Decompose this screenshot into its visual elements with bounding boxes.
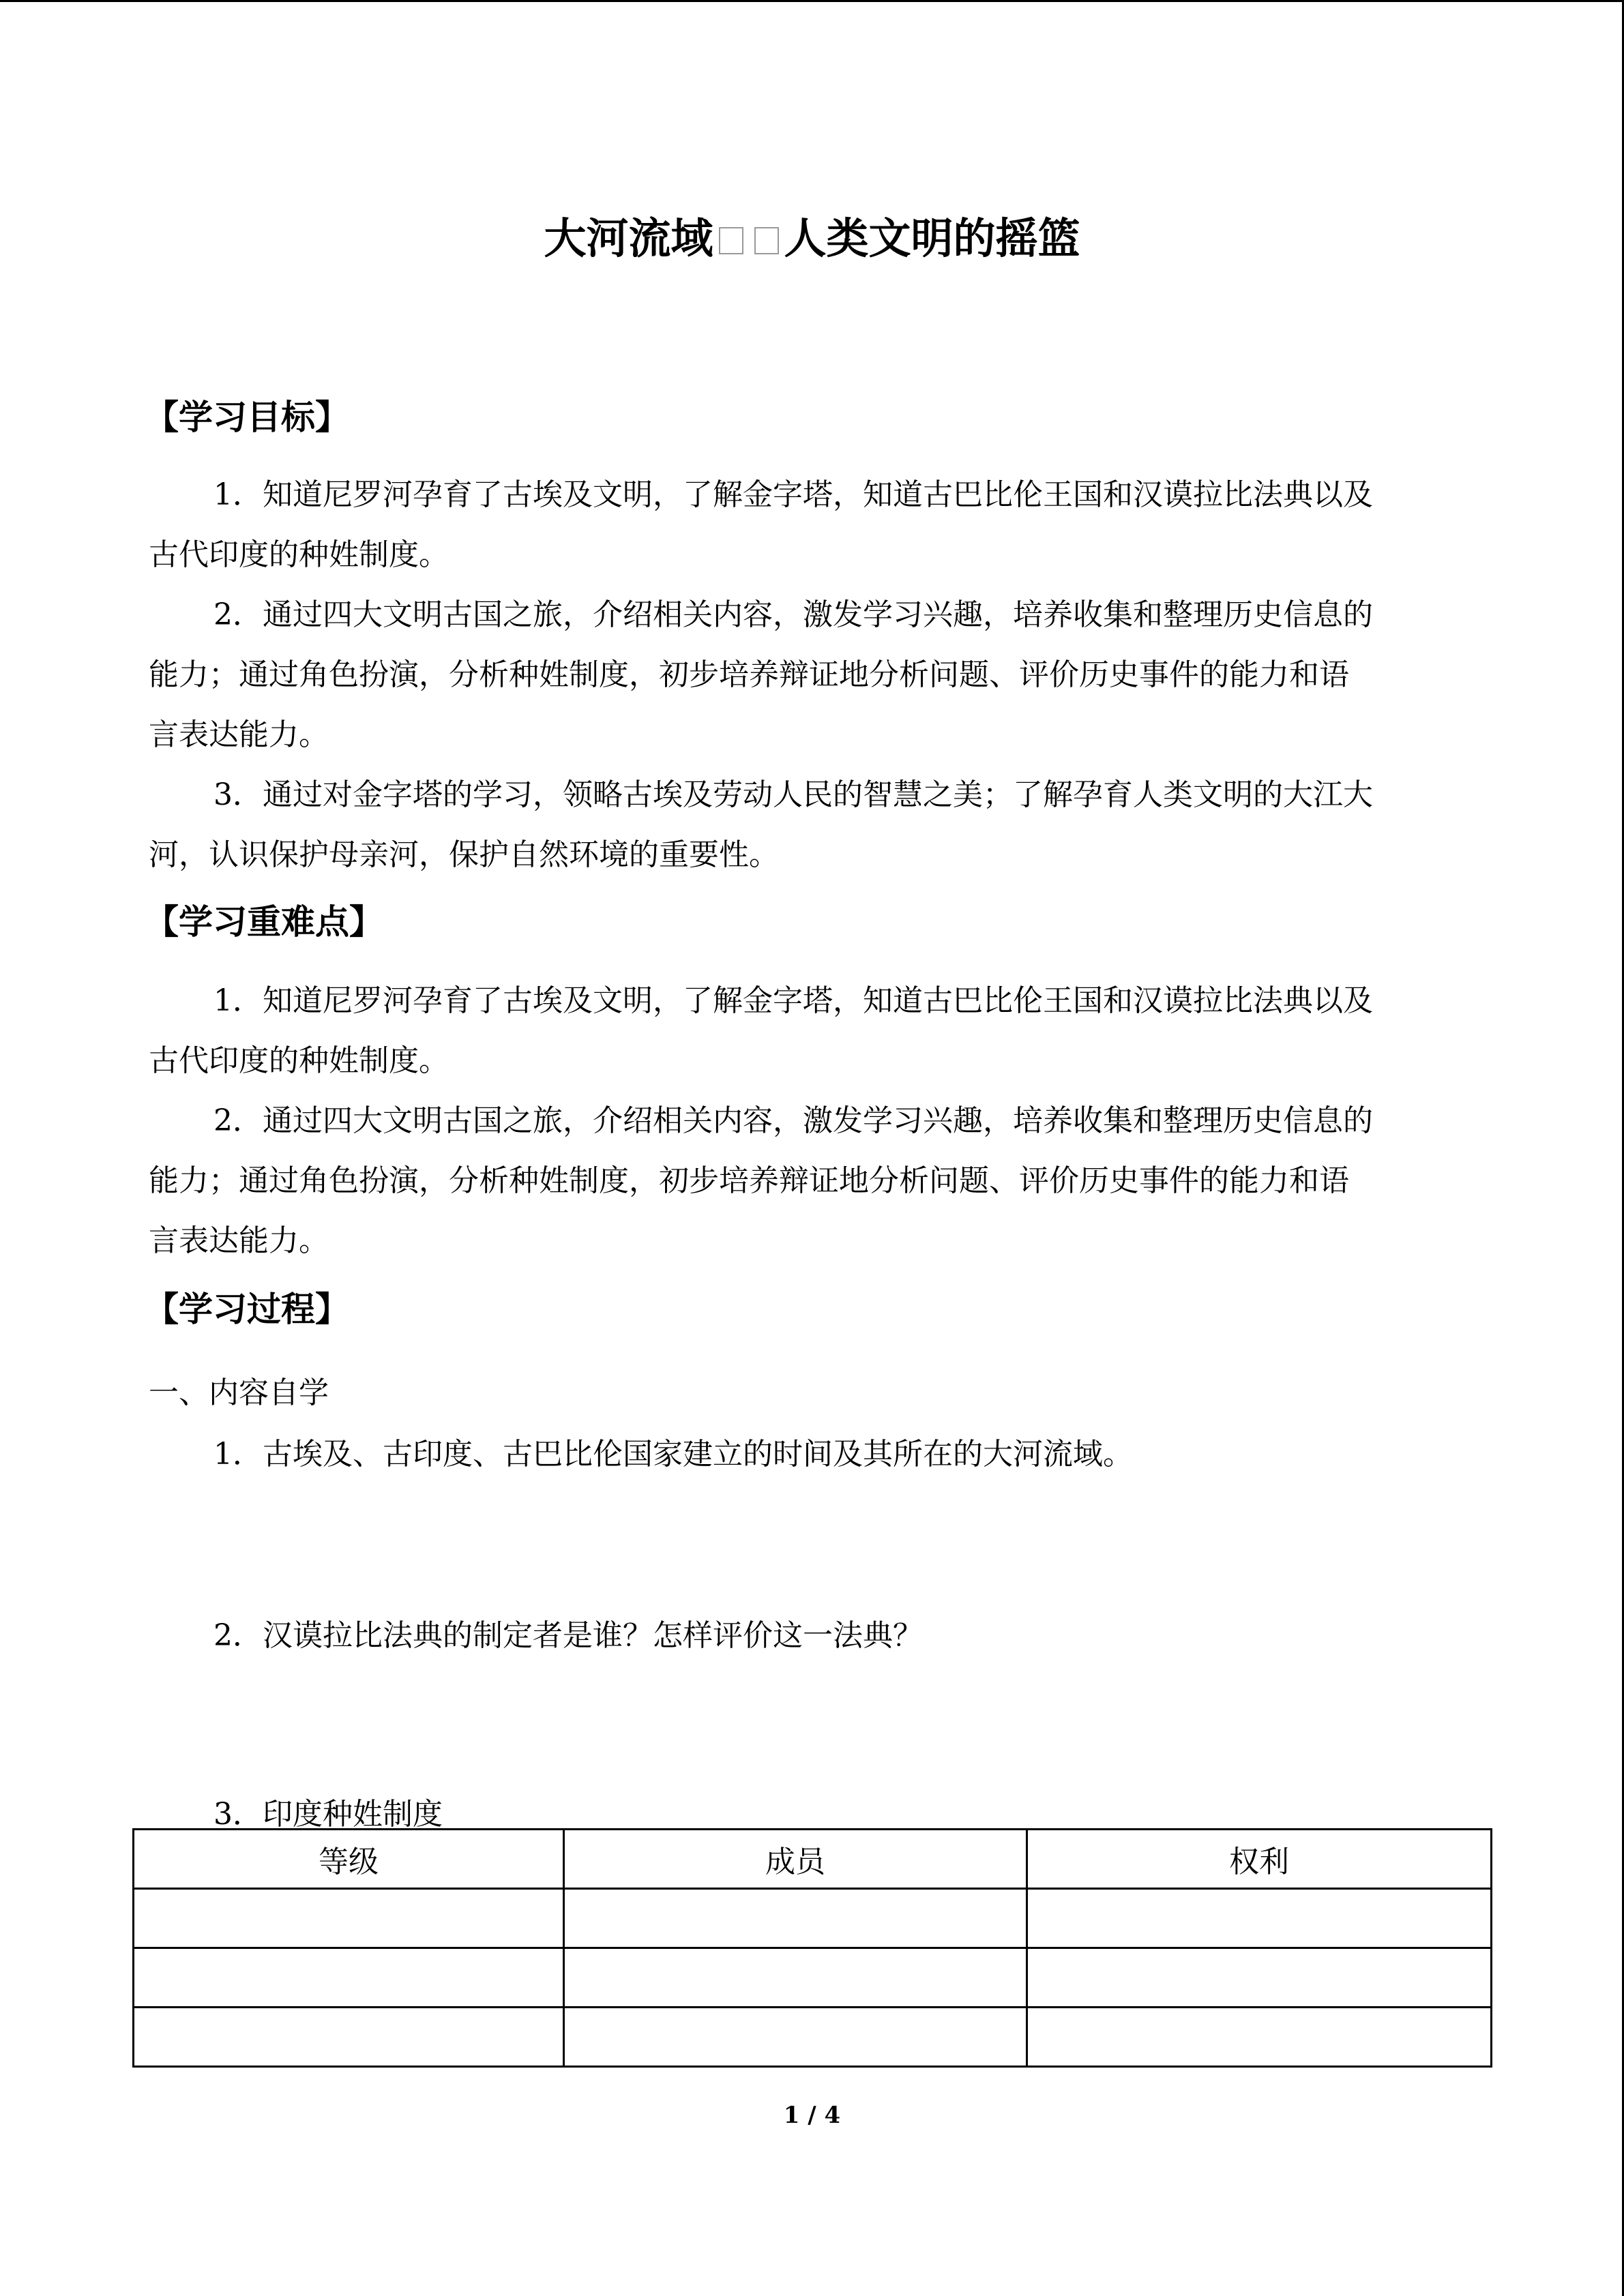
page-title <box>0 205 1624 265</box>
key-points-item-2-line-1: 2．通过四大文明古国之旅，介绍相关内容，激发学习兴趣，培养收集和整理历史信息的 <box>213 1103 1373 1138</box>
objectives-item-2-line-2: 能力；通过角色扮演，分析种姓制度，初步培养辩证地分析问题、评价历史事件的能力和语 <box>149 657 1349 692</box>
objectives-item-3-line-1: 3．通过对金字塔的学习，领略古埃及劳动人民的智慧之美；了解孕育人类文明的大江大 <box>213 777 1373 812</box>
table-cell[interactable] <box>134 1948 564 2008</box>
table-cell[interactable] <box>134 2008 564 2067</box>
objectives-item-2-line-3: 言表达能力。 <box>149 717 329 752</box>
objectives-item-3-line-2: 河，认识保护母亲河，保护自然环境的重要性。 <box>149 837 779 872</box>
column-header-rights: 权利 <box>1027 1830 1492 1889</box>
table-row <box>134 1948 1492 2008</box>
question-2: 2．汉谟拉比法典的制定者是谁？怎样评价这一法典？ <box>213 1618 923 1653</box>
process-subheading: 一、内容自学 <box>149 1375 329 1410</box>
table-row <box>134 2008 1492 2067</box>
key-points-item-1-line-1: 1．知道尼罗河孕育了古埃及文明，了解金字塔，知道古巴比伦王国和汉谟拉比法典以及 <box>213 983 1373 1018</box>
title-part-1: 大河流域 <box>544 213 713 263</box>
question-1: 1．古埃及、古印度、古巴比伦国家建立的时间及其所在的大河流域。 <box>213 1437 1133 1472</box>
column-header-members: 成员 <box>564 1830 1027 1889</box>
table-cell[interactable] <box>134 1889 564 1948</box>
table-cell[interactable] <box>1027 1948 1492 2008</box>
title-part-2: 人类文明的摇篮 <box>784 213 1080 263</box>
objectives-item-1-line-1: 1．知道尼罗河孕育了古埃及文明，了解金字塔，知道古巴比伦王国和汉谟拉比法典以及 <box>213 477 1373 512</box>
key-points-heading: 【学习重难点】 <box>145 902 383 942</box>
table-cell[interactable] <box>564 1889 1027 1948</box>
table-header-row <box>134 1830 1492 1889</box>
column-header-rank: 等级 <box>134 1830 564 1889</box>
table-row <box>134 1889 1492 1948</box>
objectives-item-2-line-1: 2．通过四大文明古国之旅，介绍相关内容，激发学习兴趣，培养收集和整理历史信息的 <box>213 597 1373 632</box>
missing-glyph-box <box>719 227 743 254</box>
missing-glyph-box <box>754 227 779 254</box>
key-points-item-1-line-2: 古代印度的种姓制度。 <box>149 1043 449 1078</box>
key-points-item-2-line-2: 能力；通过角色扮演，分析种姓制度，初步培养辩证地分析问题、评价历史事件的能力和语 <box>149 1163 1349 1198</box>
caste-system-table <box>132 1828 1492 2068</box>
table-cell[interactable] <box>564 1948 1027 2008</box>
question-3: 3．印度种姓制度 <box>213 1797 443 1832</box>
table-cell[interactable] <box>1027 1889 1492 1948</box>
page-number: 1 / 4 <box>783 2102 841 2129</box>
objectives-heading: 【学习目标】 <box>145 398 349 437</box>
table-cell[interactable] <box>564 2008 1027 2067</box>
objectives-item-1-line-2: 古代印度的种姓制度。 <box>149 537 449 572</box>
table-cell[interactable] <box>1027 2008 1492 2067</box>
process-heading: 【学习过程】 <box>145 1289 349 1329</box>
key-points-item-2-line-3: 言表达能力。 <box>149 1223 329 1258</box>
